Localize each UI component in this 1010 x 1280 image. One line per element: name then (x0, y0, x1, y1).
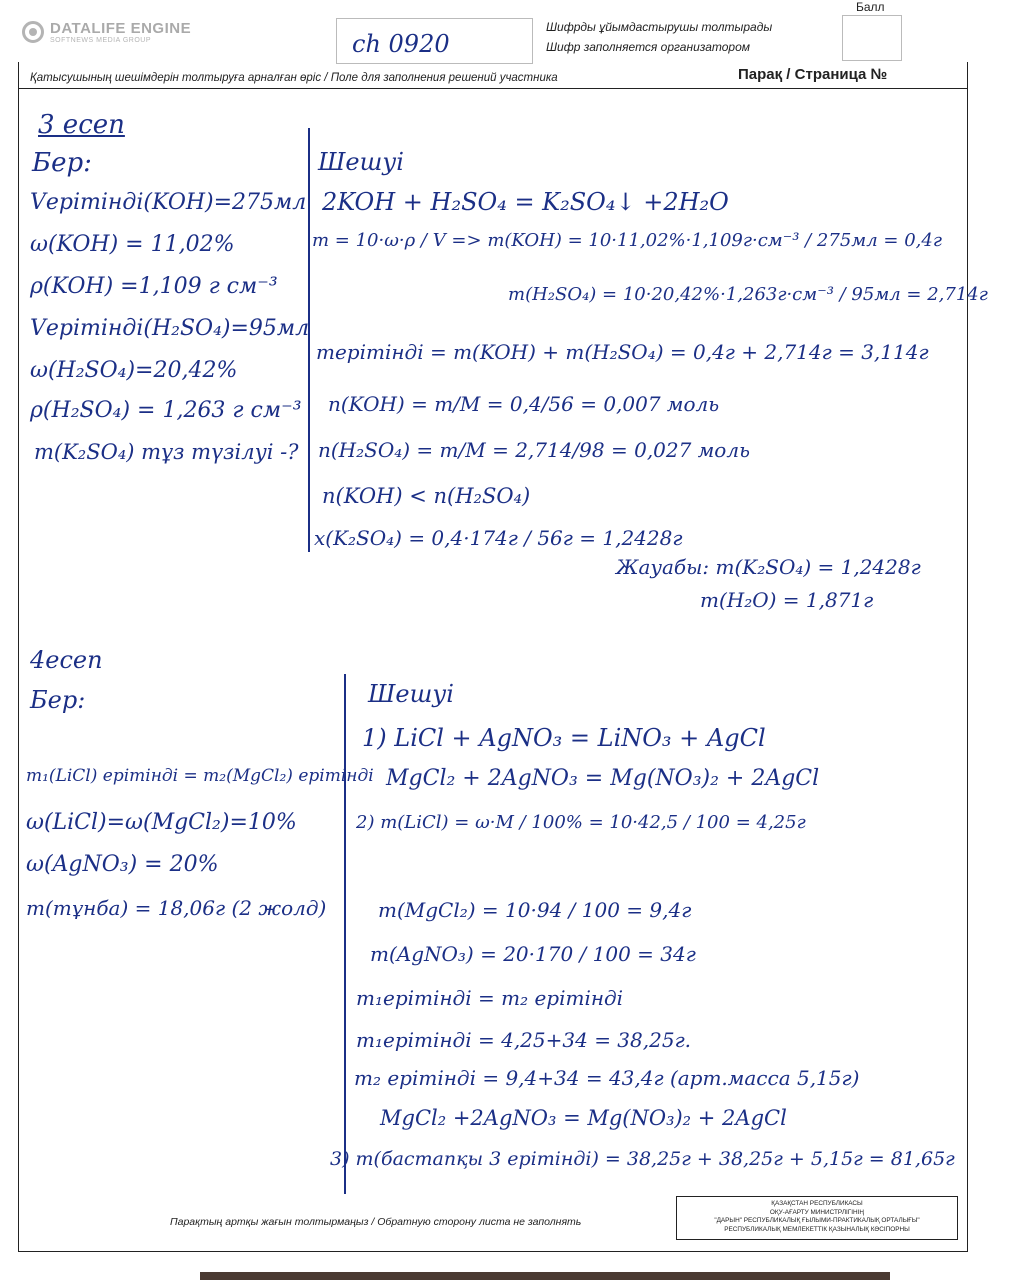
task4-title: 4есеп (30, 646, 103, 674)
task3-solution-6: n(H₂SO₄) = m/M = 2,714/98 = 0,027 моль (318, 438, 750, 462)
header-divider (18, 88, 968, 89)
cipher-note-ru: Шифр заполняется организатором (546, 40, 750, 54)
task3-solution-7: n(KOH) < n(H₂SO₄) (322, 484, 531, 508)
task3-given-5: ω(H₂SO₄)=20,42% (30, 358, 238, 383)
task3-given-3: ρ(KOH) =1,109 г см⁻³ (30, 274, 278, 299)
score-box (842, 15, 902, 61)
task4-given-2: ω(LiCl)=ω(MgCl₂)=10% (26, 810, 297, 835)
task3-solution-1: 2KOH + H₂SO₄ = K₂SO₄↓ +2H₂O (322, 188, 729, 216)
task3-solution-3: m(H₂SO₄) = 10·20,42%·1,263г·см⁻³ / 95мл = 2,714г (508, 284, 988, 305)
task3-given-1: Vерітінді(KOH)=275мл (30, 190, 307, 215)
task4-solution-8: m₂ ерітінді = 9,4+34 = 43,4г (арт.масса 5,15г) (354, 1066, 860, 1090)
footer-note: Парақтың артқы жағын толтырмаңыз / Обратную сторону листа не заполнять (170, 1216, 582, 1228)
logo-title: DATALIFE ENGINE (50, 20, 192, 37)
task4-given-label: Бер: (30, 686, 86, 714)
stamp-line-4: РЕСПУБЛИКАЛЫҚ МЕМЛЕКЕТТІК ҚАЗЫНАЛЫҚ КӘСІПОРНЫ (724, 1225, 910, 1233)
stamp-line-1: ҚАЗАҚСТАН РЕСПУБЛИКАСЫ (771, 1200, 863, 1207)
task3-given-6: ρ(H₂SO₄) = 1,263 г см⁻³ (30, 398, 302, 423)
task4-solution-3: 2) m(LiCl) = ω·M / 100% = 10·42,5 / 100 = 4,25г (356, 812, 806, 833)
task4-given-1: m₁(LiCl) ерітінді = m₂(MgCl₂) ерітінді (26, 766, 374, 786)
task3-answer: Жауабы: m(K₂SO₄) = 1,2428г (616, 555, 921, 579)
task4-solution-9: MgCl₂ +2AgNO₃ = Mg(NO₃)₂ + 2AgCl (380, 1106, 787, 1130)
stamp-line-2: ОҚУ-АҒАРТУ МИНИСТРЛІГІНІҢ (769, 1208, 865, 1216)
logo-icon (22, 21, 44, 43)
cipher-code: ch 0920 (352, 30, 450, 58)
task4-divider (344, 674, 346, 1194)
task4-solution-5: m(AgNO₃) = 20·170 / 100 = 34г (370, 942, 696, 966)
task3-answer-water: m(H₂O) = 1,871г (700, 588, 874, 612)
task3-given-4: Vерітінді(H₂SO₄)=95мл (30, 316, 310, 341)
task4-given-3: ω(AgNO₃) = 20% (26, 852, 219, 877)
stamp-line-3: "ДАРЫН" РЕСПУБЛИКАЛЫҚ ҒЫЛЫМИ-ПРАКТИКАЛЫҚ ОРТАЛЫҒЫ" (714, 1217, 920, 1224)
watermark-logo (22, 20, 191, 44)
task3-given-7: m(K₂SO₄) тұз түзілуі -? (34, 440, 299, 464)
logo-subtitle: SOFTNEWS MEDIA GROUP (50, 37, 152, 44)
organization-stamp (676, 1196, 958, 1240)
task3-divider (308, 128, 310, 552)
task3-solution-2: m = 10·ω·ρ / V => m(KOH) = 10·11,02%·1,109г·см⁻³ / 275мл = 0,4г (312, 230, 942, 251)
task3-solution-8: x(K₂SO₄) = 0,4·174г / 56г = 1,2428г (314, 526, 683, 550)
task4-solution-2: MgCl₂ + 2AgNO₃ = Mg(NO₃)₂ + 2AgCl (386, 766, 820, 791)
task3-solution-label: Шешуі (318, 148, 404, 176)
task4-solution-10: 3) m(бастапқы 3 ерітінді) = 38,25г + 38,25г + 5,15г = 81,65г (330, 1148, 955, 1170)
cipher-note-kz: Шифрды ұйымдастырушы толтырады (546, 20, 773, 34)
field-caption: Қатысушының шешімдерін толтыруға арналған өріс / Поле для заполнения решений участника (30, 72, 558, 84)
task3-solution-4: mерітінді = m(KOH) + m(H₂SO₄) = 0,4г + 2,714г = 3,114г (316, 340, 929, 364)
task4-given-4: m(тұнба) = 18,06г (2 жолд) (26, 896, 327, 920)
task3-title: 3 есеп (38, 110, 125, 140)
task3-given-2: ω(KOH) = 11,02% (30, 232, 235, 257)
task3-given-label: Бер: (32, 148, 92, 178)
page-number-label: Парақ / Страница № (738, 66, 888, 83)
task4-solution-label: Шешуі (368, 680, 454, 708)
task3-solution-5: n(KOH) = m/M = 0,4/56 = 0,007 моль (328, 392, 720, 416)
task4-solution-4: m(MgCl₂) = 10·94 / 100 = 9,4г (378, 898, 692, 922)
task4-solution-1: 1) LiCl + AgNO₃ = LiNO₃ + AgCl (362, 724, 766, 752)
task4-solution-6: m₁ерітінді = m₂ ерітінді (356, 986, 624, 1010)
score-label: Балл (856, 0, 885, 14)
task4-solution-7: m₁ерітінді = 4,25+34 = 38,25г. (356, 1028, 692, 1052)
photo-edge (200, 1272, 890, 1280)
